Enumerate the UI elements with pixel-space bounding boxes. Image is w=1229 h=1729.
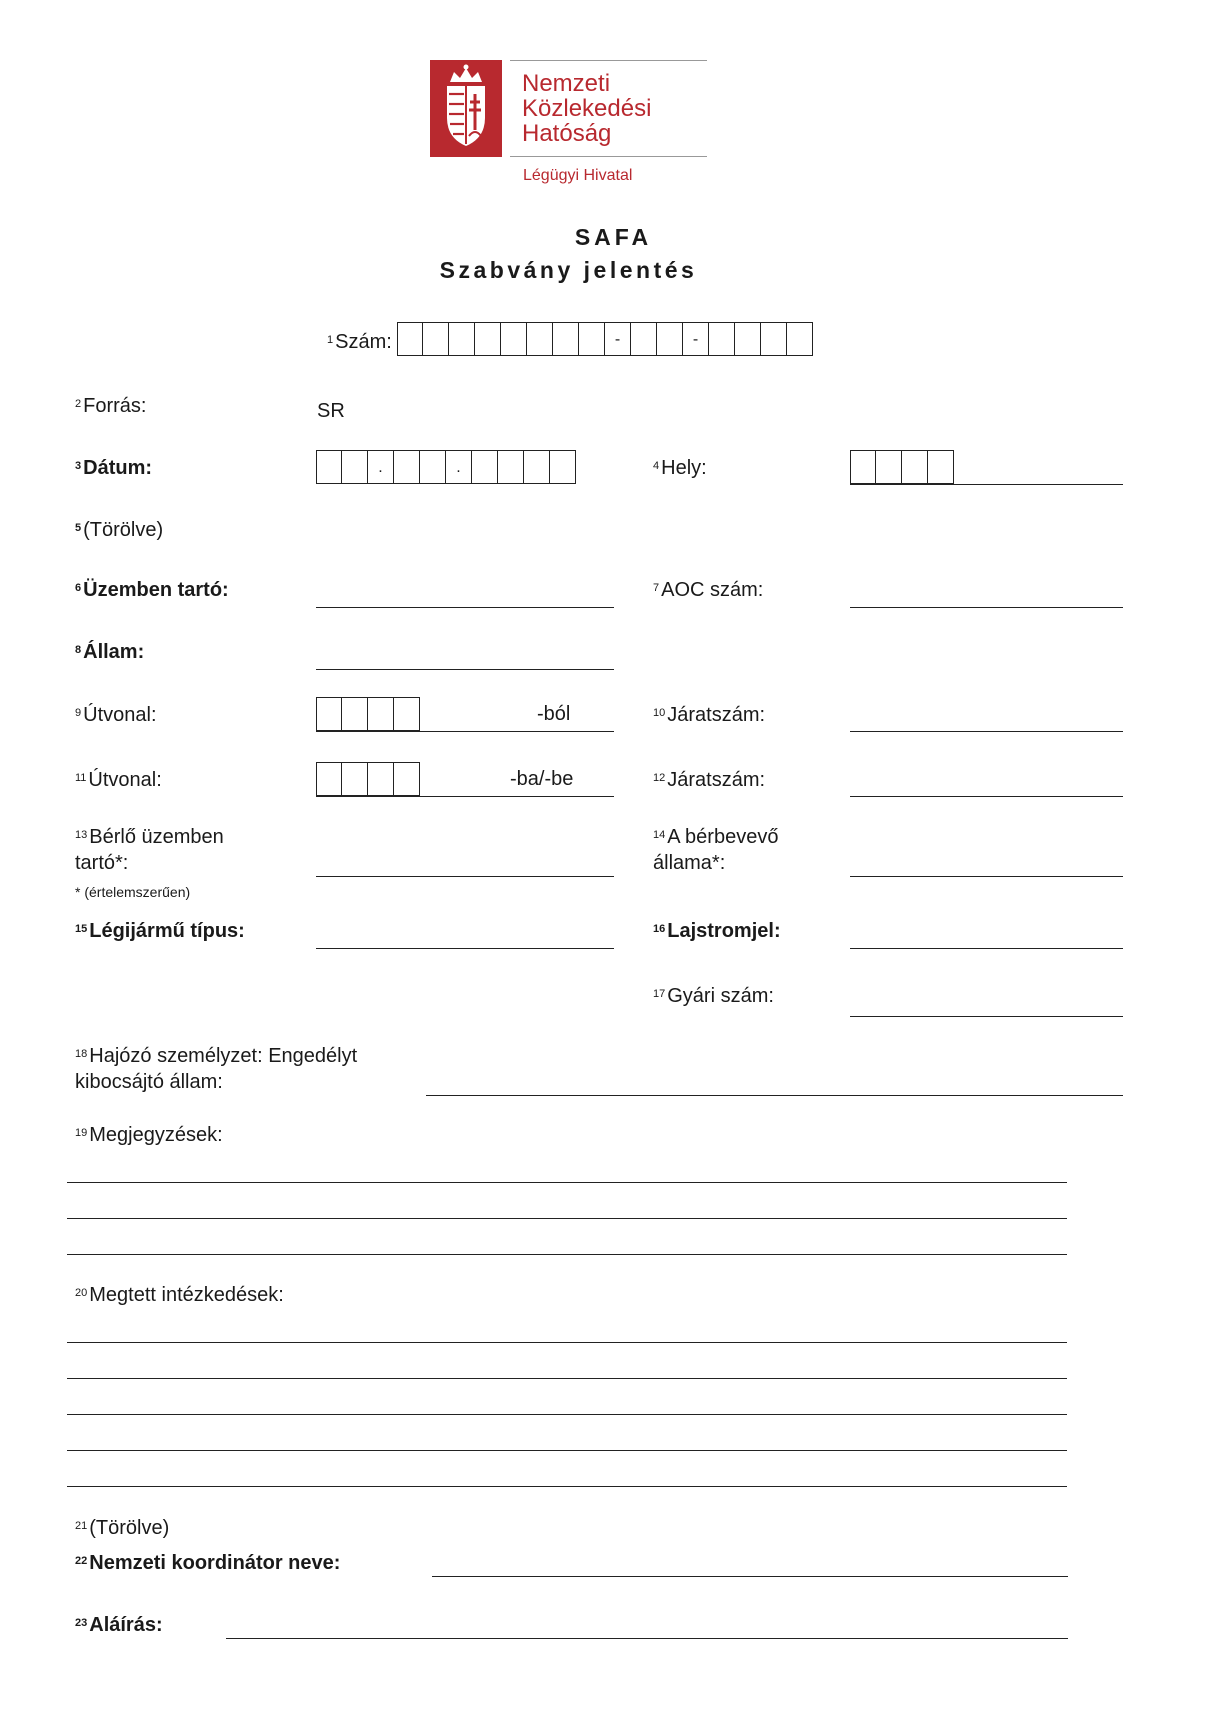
logo-line-2: Közlekedési — [522, 95, 652, 122]
datum-box[interactable] — [420, 450, 446, 484]
label-alairas: $^{23}$ Aláírás: — [75, 1614, 163, 1636]
label-szam: $^1$ Szám: — [327, 331, 392, 353]
label-uzemben-tarto: $^6$ Üzemben tartó: — [75, 579, 229, 601]
allam-field[interactable] — [316, 669, 614, 670]
jaratszam-10-field[interactable] — [850, 731, 1123, 732]
label-lajstromjel: $^{16}$ Lajstromjel: — [653, 920, 781, 942]
szam-box[interactable] — [657, 322, 683, 356]
megjegyzesek-line[interactable] — [67, 1218, 1067, 1219]
utvonal-ba-box[interactable] — [316, 762, 342, 796]
hely-field[interactable] — [850, 484, 1123, 485]
szam-box[interactable] — [735, 322, 761, 356]
szam-box[interactable] — [579, 322, 605, 356]
intezkedesek-line[interactable] — [67, 1486, 1067, 1487]
label-jaratszam-12: $^{12}$ Járatszám: — [653, 769, 766, 791]
utvonal-ba-box[interactable] — [368, 762, 394, 796]
berbevevo-allama-field[interactable] — [850, 876, 1123, 877]
label-datum: $^3$ Dátum: — [75, 457, 153, 479]
logo-top-rule — [510, 60, 707, 61]
utvonal-ba-box[interactable] — [342, 762, 368, 796]
datum-box[interactable] — [524, 450, 550, 484]
utvonal-bol-boxes[interactable] — [316, 697, 420, 731]
datum-box[interactable] — [498, 450, 524, 484]
gyari-szam-field[interactable] — [850, 1016, 1123, 1017]
szam-box[interactable] — [787, 322, 813, 356]
label-utvonal-bol: $^9$ Útvonal: — [75, 704, 157, 726]
logo-line-3: Hatóság — [522, 120, 612, 147]
hely-box[interactable] — [928, 450, 954, 484]
label-allam: $^8$ Állam: — [75, 641, 145, 663]
szam-box[interactable] — [527, 322, 553, 356]
intezkedesek-line[interactable] — [67, 1378, 1067, 1379]
label-forras: $^2$ Forrás: — [75, 395, 147, 417]
forras-value: SR — [317, 400, 345, 422]
berlo-uzemben-tarto-field[interactable] — [316, 876, 614, 877]
hely-boxes[interactable] — [850, 450, 954, 484]
logo-bottom-rule — [510, 156, 707, 157]
berlo-note: * (értelemszerűen) — [75, 884, 191, 900]
megjegyzesek-line[interactable] — [67, 1182, 1067, 1183]
szam-box[interactable] — [423, 322, 449, 356]
utvonal-bol-box[interactable] — [394, 697, 420, 731]
datum-boxes[interactable] — [316, 450, 576, 484]
szam-box[interactable] — [501, 322, 527, 356]
utvonal-bol-box[interactable] — [342, 697, 368, 731]
coat-of-arms-icon — [430, 60, 502, 157]
utvonal-bol-suffix: -ból — [537, 703, 571, 725]
szam-boxes[interactable] — [397, 322, 813, 356]
label-berlo-uzemben-tarto: $^{13}$ Bérlő üzemben tartó*: — [75, 826, 224, 874]
lajstromjel-field[interactable] — [850, 948, 1123, 949]
hely-box[interactable] — [902, 450, 928, 484]
szam-box[interactable] — [397, 322, 423, 356]
utvonal-ba-boxes[interactable] — [316, 762, 420, 796]
label-nemzeti-koordinator: $^{22}$ Nemzeti koordinátor neve: — [75, 1552, 341, 1574]
datum-box[interactable] — [550, 450, 576, 484]
szam-box[interactable] — [475, 322, 501, 356]
utvonal-ba-field[interactable] — [316, 796, 614, 797]
label-legijarmu-tipus: $^{15}$ Légijármű típus: — [75, 920, 245, 942]
legijarmu-tipus-field[interactable] — [316, 948, 614, 949]
intezkedesek-line[interactable] — [67, 1342, 1067, 1343]
datum-box[interactable]: . — [446, 450, 472, 484]
szam-box[interactable] — [553, 322, 579, 356]
label-torolve-21: $^{21}$ (Törölve) — [75, 1517, 170, 1539]
utvonal-bol-box[interactable] — [316, 697, 342, 731]
nemzeti-koordinator-field[interactable] — [432, 1576, 1068, 1577]
intezkedesek-line[interactable] — [67, 1414, 1067, 1415]
form-subtitle: Szabvány jelentés — [439, 257, 698, 283]
szam-box[interactable]: - — [605, 322, 631, 356]
utvonal-ba-suffix: -ba/-be — [510, 768, 574, 790]
aoc-szam-field[interactable] — [850, 607, 1123, 608]
label-hajozo-szemelyzet: $^{18}$ Hajózó személyzet: Engedélyt kibocsájtó állam: — [75, 1045, 358, 1093]
datum-box[interactable] — [394, 450, 420, 484]
hely-box[interactable] — [850, 450, 876, 484]
utvonal-bol-field[interactable] — [316, 731, 614, 732]
label-aoc-szam: $^7$ AOC szám: — [653, 579, 764, 601]
hely-box[interactable] — [876, 450, 902, 484]
label-megtett-intezkedesek: $^{20}$ Megtett intézkedések: — [75, 1284, 284, 1306]
datum-box[interactable] — [472, 450, 498, 484]
label-gyari-szam: $^{17}$ Gyári szám: — [653, 985, 774, 1007]
label-megjegyzesek: $^{19}$ Megjegyzések: — [75, 1124, 223, 1146]
label-berbevevo-allama: $^{14}$ A bérbevevő állama*: — [653, 826, 779, 874]
utvonal-ba-box[interactable] — [394, 762, 420, 796]
uzemben-tarto-field[interactable] — [316, 607, 614, 608]
szam-box[interactable]: - — [683, 322, 709, 356]
label-jaratszam-10: $^{10}$ Járatszám: — [653, 704, 766, 726]
intezkedesek-line[interactable] — [67, 1450, 1067, 1451]
szam-box[interactable] — [709, 322, 735, 356]
szam-box[interactable] — [761, 322, 787, 356]
datum-box[interactable] — [342, 450, 368, 484]
label-utvonal-ba: $^{11}$ Útvonal: — [75, 769, 162, 791]
label-hely: $^4$ Hely: — [653, 457, 707, 479]
datum-box[interactable]: . — [368, 450, 394, 484]
alairas-field[interactable] — [226, 1638, 1068, 1639]
datum-box[interactable] — [316, 450, 342, 484]
szam-box[interactable] — [449, 322, 475, 356]
form-title: SAFA — [574, 224, 653, 250]
label-torolve-5: $^5$ (Törölve) — [75, 519, 164, 541]
logo-line-1: Nemzeti — [522, 70, 611, 97]
logo-subtitle: Légügyi Hivatal — [523, 167, 633, 184]
megjegyzesek-line[interactable] — [67, 1254, 1067, 1255]
hajozo-szemelyzet-field[interactable] — [426, 1095, 1123, 1096]
utvonal-bol-box[interactable] — [368, 697, 394, 731]
szam-box[interactable] — [631, 322, 657, 356]
jaratszam-12-field[interactable] — [850, 796, 1123, 797]
